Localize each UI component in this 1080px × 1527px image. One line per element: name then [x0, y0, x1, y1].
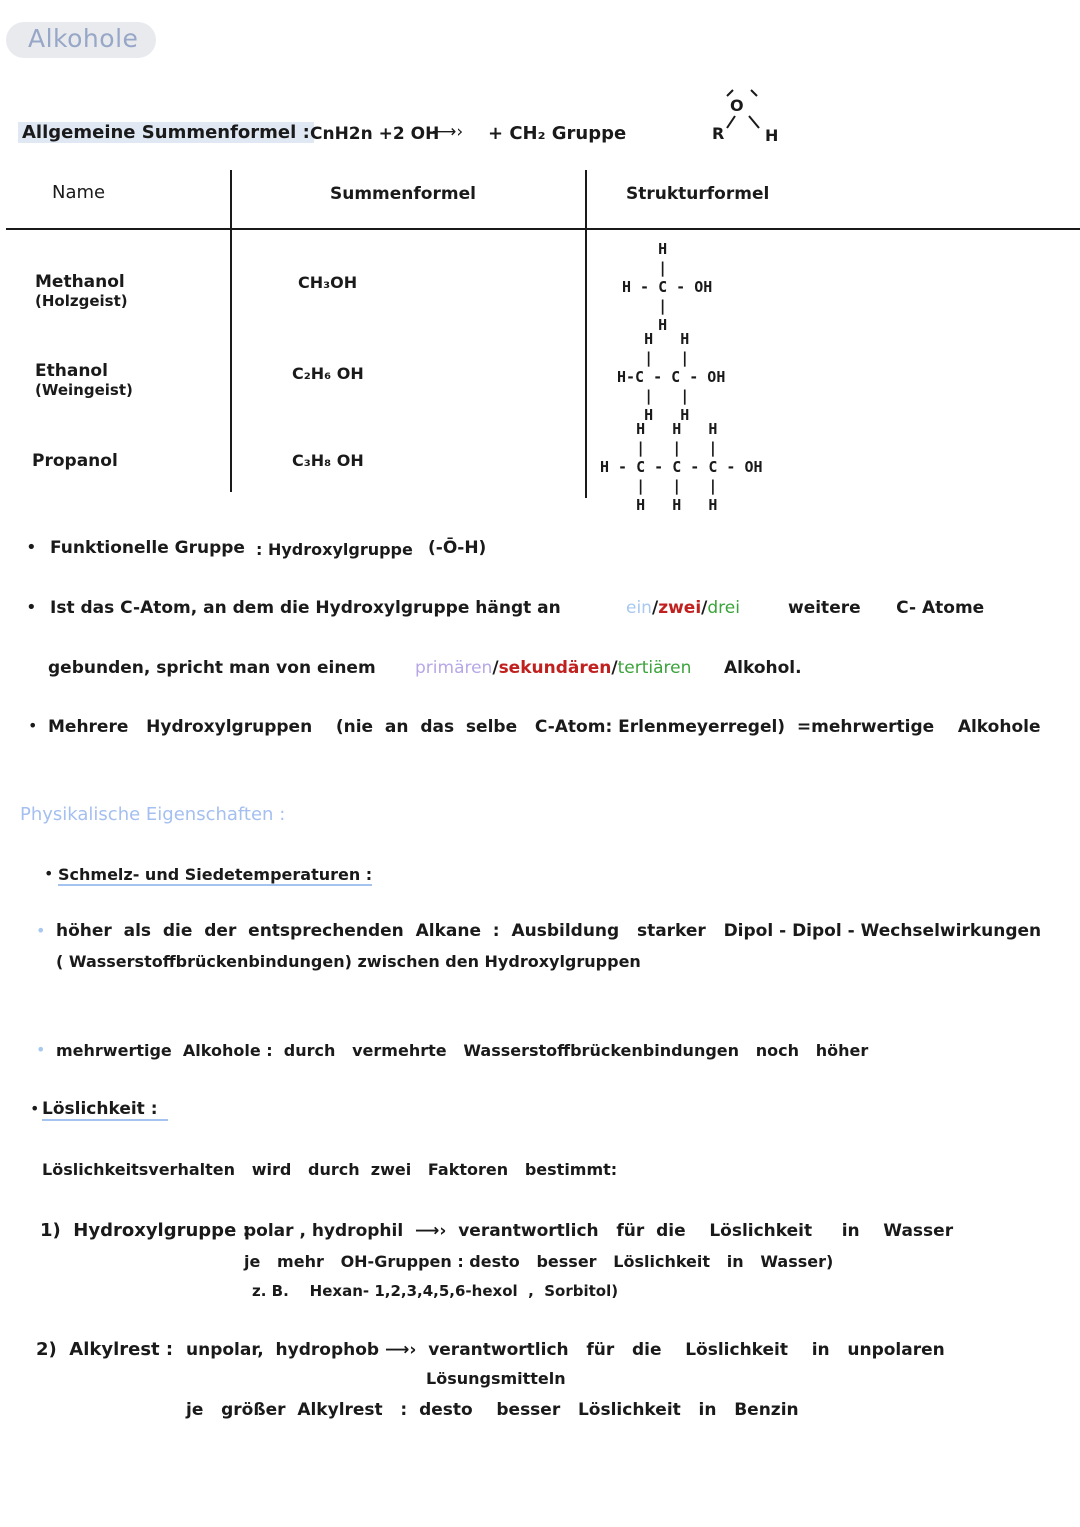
factor-1-label: 1) Hydroxylgruppe : — [40, 1220, 250, 1241]
carbon-atom-text-3: gebunden, spricht man von einem — [48, 658, 376, 678]
table-column-divider-2 — [585, 170, 587, 498]
structure-oxygen: O — [730, 96, 744, 115]
polyol-text: Mehrere Hydroxylgruppen (nie an das selbe C-Atom: Erlenmeyerregel) =mehrwertige Alkohole — [48, 717, 1041, 737]
row-name-ethanol: Ethanol — [35, 361, 108, 381]
table-header-name: Name — [52, 182, 106, 203]
ch2-group-text: + CH₂ Gruppe — [488, 123, 627, 144]
functional-group-value: : Hydroxylgruppe — [256, 540, 413, 559]
factor-1-line-3: z. B. Hexan- 1,2,3,4,5,6-hexol , Sorbitol) — [252, 1282, 619, 1300]
factor-2-line-1: unpolar, hydrophob ⟶› verantwortlich für die Löslichkeit in unpolaren — [186, 1340, 945, 1360]
alcohol-classification: primären/sekundären/tertiären — [415, 658, 692, 678]
bullet-dot-1: • — [26, 537, 37, 558]
table-header-strukturformel: Strukturformel — [626, 184, 770, 204]
page-title: Alkohole — [28, 24, 139, 53]
melting-boiling-subheading: Schmelz- und Siedetemperaturen : — [58, 865, 373, 884]
row-struct-propanol: H H H | | | H - C - C - C - OH | | | H H H — [600, 420, 763, 514]
bullet-dot-5: • — [36, 921, 46, 940]
physical-properties-heading: Physikalische Eigenschaften : — [20, 804, 286, 825]
factor-1-line-1: polar , hydrophil ⟶› verantwortlich für die Löslichkeit in Wasser — [244, 1221, 954, 1241]
row-sum-methanol: CH₃OH — [298, 273, 358, 292]
table-header-divider — [6, 228, 1080, 230]
row-sum-ethanol: C₂H₆ OH — [292, 364, 364, 383]
row-struct-methanol: H | H - C - OH | H — [622, 240, 713, 334]
factor-1-line-2: je mehr OH-Gruppen : desto besser Löslichkeit in Wasser) — [244, 1252, 834, 1271]
melting-boiling-text-2: ( Wasserstoffbrückenbindungen) zwischen den Hydroxylgruppen — [56, 952, 641, 971]
bullet-dot-6: • — [36, 1040, 46, 1059]
table-header-summenformel: Summenformel — [330, 184, 476, 204]
functional-group-formula: (-Ō-H) — [428, 538, 487, 558]
carbon-atom-options: ein/zwei/drei — [626, 598, 740, 618]
row-name-propanol: Propanol — [32, 451, 118, 471]
row-sum-propanol: C₃H₈ OH — [292, 451, 364, 470]
solubility-subheading: Löslichkeit : — [42, 1099, 168, 1121]
row-struct-ethanol: H H | | H-C - C - OH | | H H — [617, 330, 726, 424]
factor-2-label: 2) Alkylrest : — [36, 1339, 174, 1360]
arrow-icon: ⟶› — [432, 122, 464, 142]
carbon-atom-text-1: Ist das C-Atom, an dem die Hydroxylgruppe hängt an — [50, 598, 561, 618]
row-name-methanol: Methanol — [35, 272, 125, 292]
solubility-intro: Löslichkeitsverhalten wird durch zwei Faktoren bestimmt: — [42, 1160, 618, 1179]
structure-h: H — [765, 126, 779, 145]
general-formula: CnH2n +2 OH — [310, 124, 440, 144]
functional-group-label: Funktionelle Gruppe — [50, 538, 245, 558]
bullet-dot-3: • — [28, 716, 38, 735]
structure-r: R — [712, 124, 725, 143]
carbon-atom-text-2: weitere C- Atome — [788, 598, 985, 618]
table-column-divider-1 — [230, 170, 232, 492]
polyol-boiling-text: mehrwertige Alkohole : durch vermehrte Wasserstoffbrückenbindungen noch höher — [56, 1041, 869, 1060]
general-formula-label: Allgemeine Summenformel : — [18, 122, 314, 143]
melting-boiling-text-1: höher als die der entsprechenden Alkane : Ausbildung starker Dipol - Dipol - Wechselwirkungen — [56, 921, 1042, 941]
factor-2-line-3: je größer Alkylrest : desto besser Löslichkeit in Benzin — [186, 1400, 799, 1420]
bullet-dot-2: • — [26, 597, 37, 618]
bullet-dot-7: • — [30, 1099, 40, 1118]
row-alt-methanol: (Holzgeist) — [35, 292, 128, 310]
row-alt-ethanol: (Weingeist) — [35, 381, 133, 399]
bullet-dot-4: • — [44, 864, 54, 883]
factor-2-line-2: Lösungsmitteln — [426, 1369, 566, 1388]
carbon-atom-text-4: Alkohol. — [724, 658, 802, 678]
